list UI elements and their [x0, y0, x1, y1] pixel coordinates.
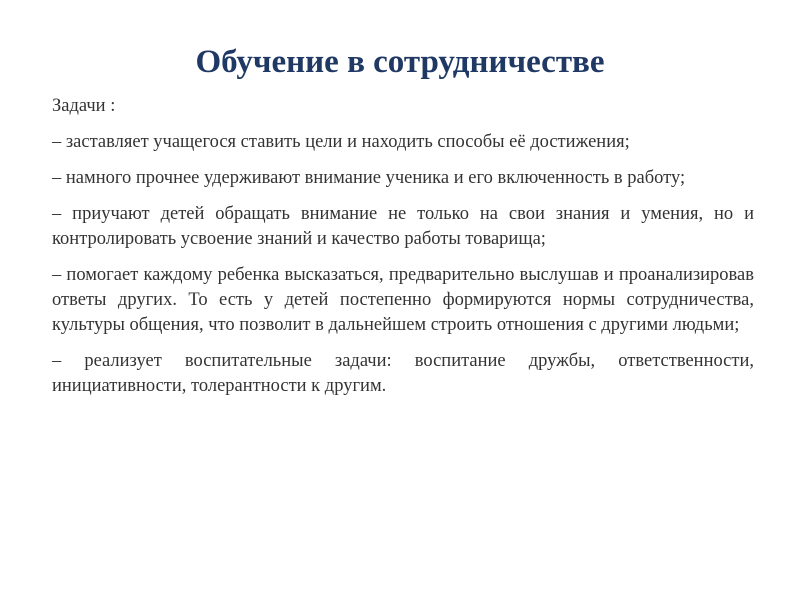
slide-title: Обучение в сотрудничестве [195, 44, 605, 80]
slide-body [52, 94, 754, 410]
task-item-1: – заставляет учащегося ставить цели и находить способы её достижения; [52, 132, 630, 152]
task-item-4: – помогает каждому ребенка высказаться, предварительно выслушав и проанализировав ответы других. То есть у детей постепенно формируются нормы сотрудничества, культуры общения, что позволит в дальнейшем строить отношения с другими людьми; [52, 265, 754, 335]
task-item-3: – приучают детей обращать внимание не только на свои знания и умения, но и контролировать усвоение знаний и качество работы товарища; [52, 204, 754, 249]
task-item-2: – намного прочнее удерживают внимание ученика и его включенность в работу; [52, 168, 686, 188]
tasks-heading: Задачи : [52, 96, 116, 116]
task-item-5: – реализует воспитательные задачи: воспитание дружбы, ответственности, инициативности, толерантности к другим. [52, 351, 754, 396]
